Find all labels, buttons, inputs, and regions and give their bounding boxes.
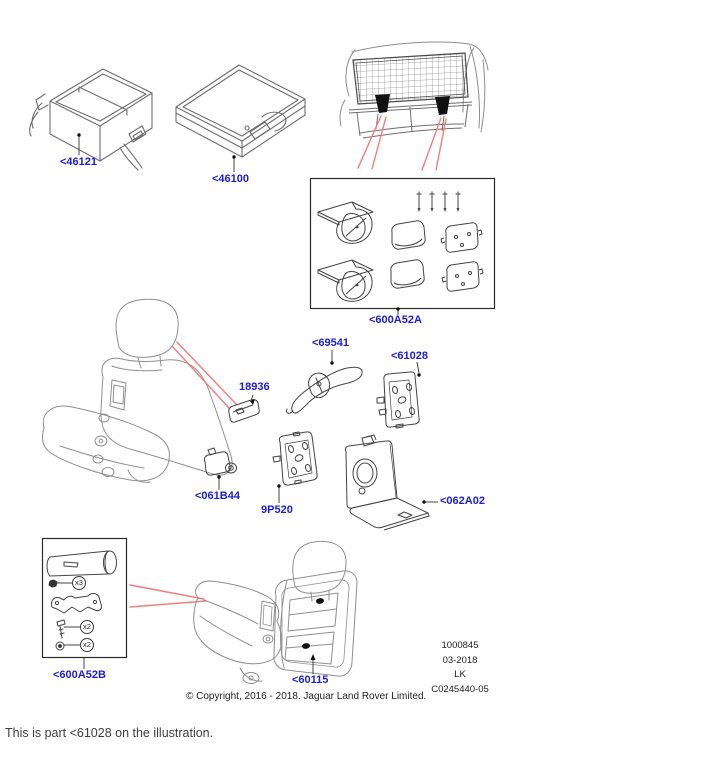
reference-doc-number: 1000845 [441,640,479,651]
hook-bracket-icon [318,202,373,243]
kit-b-red-leaders [130,585,206,607]
part-label-061B44[interactable]: <061B44 [195,490,240,502]
part-label-9P520[interactable]: 9P520 [261,504,293,516]
reference-block [414,639,506,697]
lever-69541-drawing [286,367,362,413]
leader-062A02 [422,500,438,503]
bolt-icon [57,620,80,638]
plate-9p520-drawing [273,432,317,485]
partition-red-leaders [358,116,446,170]
screw-icon [430,192,435,213]
loadspace-case-drawing [176,65,305,157]
front-seat-drawing-lower [194,541,357,683]
part-label-18936[interactable]: 18936 [239,381,270,393]
leader-9P520 [277,484,280,503]
leader-69541 [330,350,333,365]
leader-46100 [232,155,235,172]
part-label-61028[interactable]: <61028 [391,350,429,362]
leader-61028 [417,362,421,377]
latch-18936-drawing [229,399,260,422]
partition-mesh [353,53,468,104]
fixing-kit-a-drawing [311,179,495,309]
quantity-badge-nut: x3 [72,576,86,590]
mounting-bracket-icon [52,593,102,613]
part-label-60115[interactable]: <60115 [292,674,329,686]
nut-icon [49,580,72,587]
leader-061B44 [217,475,220,490]
quantity-badge-bolt: x2 [80,620,94,634]
screw-icon [417,192,422,213]
fixing-plate-icon [441,223,482,253]
grab-handle-icon [47,551,117,576]
seat-a-red-leaders [172,342,236,408]
copyright-notice: © Copyright, 2016 - 2018. Jaguar Land Rover Limited. [186,691,427,702]
cover-cap-icon [392,221,425,249]
part-label-46121[interactable]: <46121 [60,156,98,168]
part-label-600A52A[interactable]: <600A52A [369,314,422,326]
cargo-organizer-drawing [30,69,152,170]
screw-icon [443,192,448,213]
partition-frame [349,102,472,138]
part-label-46100[interactable]: <46100 [212,173,250,185]
bracket-61028-drawing [377,372,419,428]
holder-062a02-drawing [345,435,429,530]
quantity-badge-washer: x2 [80,638,94,652]
part-label-600A52B[interactable]: <600A52B [53,669,106,681]
leader-46121 [77,133,80,155]
reference-code: LK [454,669,466,680]
part-label-69541[interactable]: <69541 [312,337,350,349]
reference-drawing-number: C0245440-05 [431,683,489,695]
part-label-062A02[interactable]: <062A02 [440,495,485,507]
reference-date: 03-2018 [442,654,478,666]
footnote-caption: This is part <61028 on the illustration. [5,726,214,740]
front-seat-drawing-upper [42,299,232,482]
washer-icon [56,642,80,650]
screw-icon [456,192,461,213]
